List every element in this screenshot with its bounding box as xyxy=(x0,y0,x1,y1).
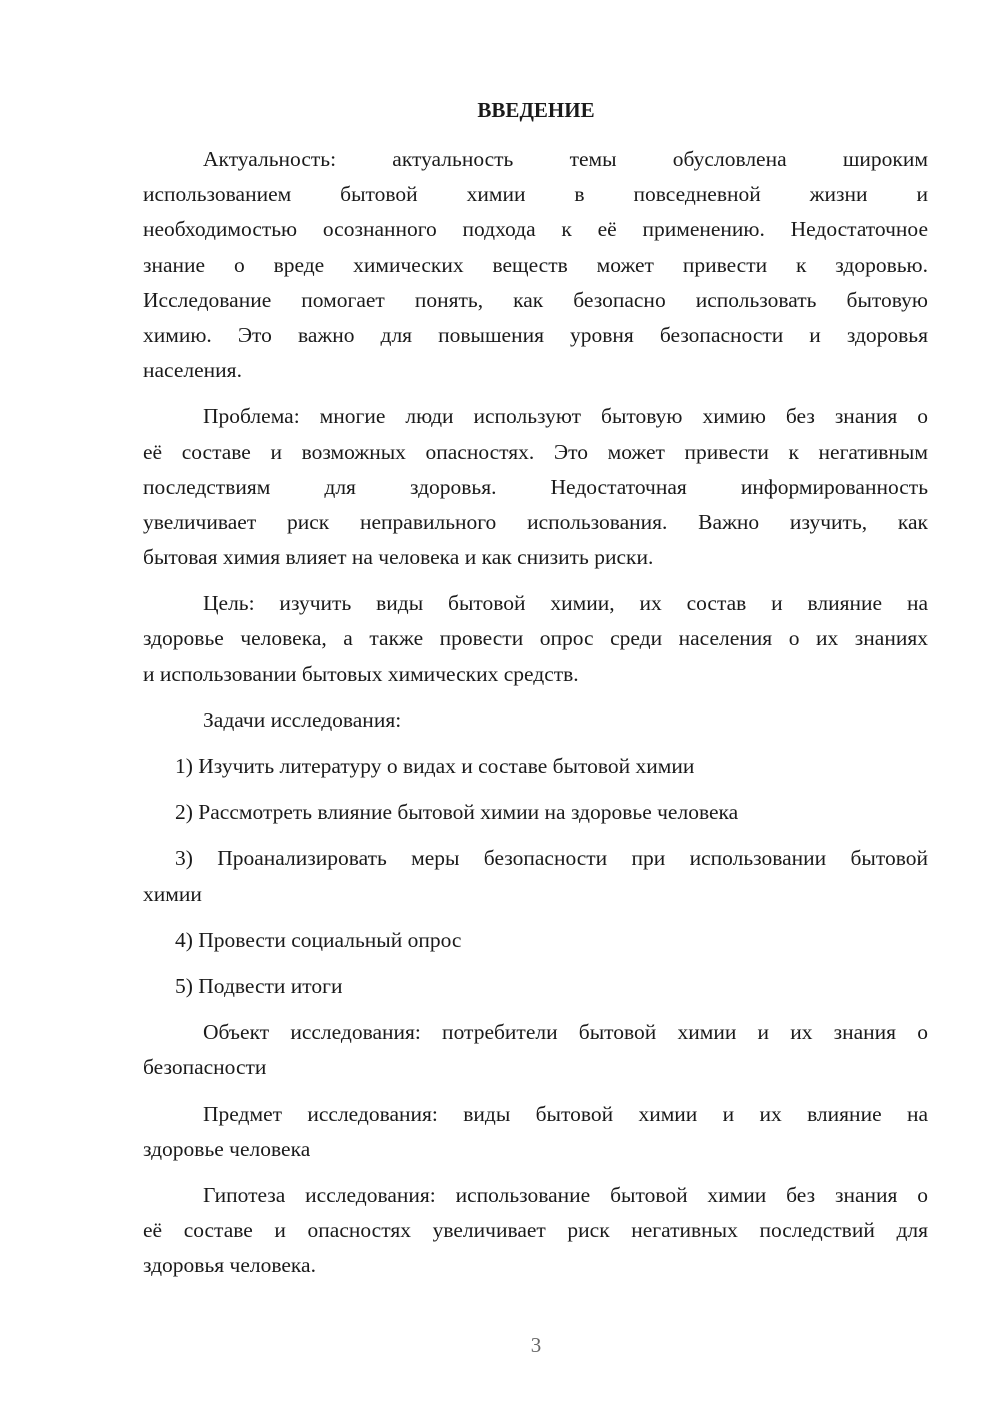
text-line: 2) Рассмотреть влияние бытовой химии на здоровье человека xyxy=(175,800,739,825)
text-line: Проблема: многие люди используют бытовую химию без знания о xyxy=(203,404,928,429)
text-line: химии xyxy=(143,881,202,906)
page-number: 3 xyxy=(530,1333,542,1357)
text-line: населения. xyxy=(143,358,242,383)
paragraph xyxy=(143,1097,928,1167)
text-line: необходимостью осознанного подхода к её применению. Недостаточное xyxy=(143,217,928,242)
page-title: ВВЕДЕНИЕ xyxy=(477,98,595,122)
text-line: 5) Подвести итоги xyxy=(175,973,343,998)
text-line: её составе и опасностях увеличивает риск негативных последствий для xyxy=(143,1218,928,1243)
text-line: Гипотеза исследования: использование бытовой химии без знания о xyxy=(203,1182,928,1207)
text-line: здоровье человека, а также провести опрос среди населения о их знаниях xyxy=(143,626,928,651)
task-list-item xyxy=(143,969,928,1004)
text-line: Объект исследования: потребители бытовой химии и их знания о xyxy=(203,1020,928,1045)
text-line: её составе и возможных опасностях. Это может привести к негативным xyxy=(143,439,928,464)
paragraph xyxy=(143,1015,928,1085)
text-line: Исследование помогает понять, как безопасно использовать бытовую xyxy=(143,287,928,312)
paragraph xyxy=(143,142,928,388)
text-line: Актуальность: актуальность темы обусловлена широким xyxy=(203,147,928,171)
paragraph xyxy=(143,703,928,738)
text-line: увеличивает риск неправильного использования. Важно изучить, как xyxy=(143,509,928,534)
paragraph xyxy=(143,399,928,575)
paragraph xyxy=(143,1178,928,1284)
text-line: 4) Провести социальный опрос xyxy=(175,927,462,952)
text-line: безопасности xyxy=(143,1055,267,1080)
paragraph xyxy=(143,586,928,692)
text-line: бытовая химия влияет на человека и как снизить риски. xyxy=(143,545,654,570)
task-list-item xyxy=(143,795,928,830)
text-line: использованием бытовой химии в повседневной жизни и xyxy=(143,182,928,207)
text-line: и использовании бытовых химических средств. xyxy=(143,661,579,686)
text-line: Цель: изучить виды бытовой химии, их состав и влияние на xyxy=(203,591,928,616)
text-line: Предмет исследования: виды бытовой химии и их влияние на xyxy=(203,1101,928,1126)
task-list-item xyxy=(143,749,928,784)
task-list-item xyxy=(143,923,928,958)
document-body xyxy=(143,142,928,1294)
task-list-item xyxy=(143,841,928,911)
text-line: 3) Проанализировать меры безопасности при использовании бытовой xyxy=(175,846,928,871)
text-line: здоровье человека xyxy=(143,1136,311,1161)
text-line: химию. Это важно для повышения уровня безопасности и здоровья xyxy=(143,322,928,347)
text-line: здоровья человека. xyxy=(143,1253,316,1278)
text-line: 1) Изучить литературу о видах и составе бытовой химии xyxy=(175,754,695,778)
text-line: последствиям для здоровья. Недостаточная информированность xyxy=(143,474,928,499)
text-line: знание о вреде химических веществ может привести к здоровью. xyxy=(143,252,928,277)
text-line: Задачи исследования: xyxy=(203,707,402,732)
